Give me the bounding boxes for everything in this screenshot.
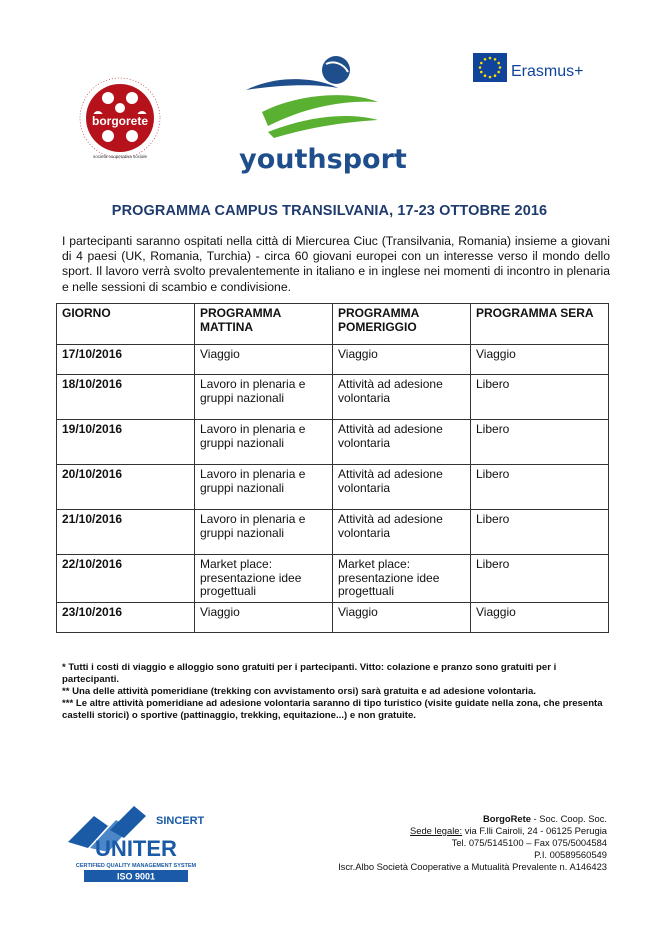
cell-afternoon: Viaggio [333,345,471,375]
footnotes [62,662,610,722]
cell-morning: Lavoro in plenaria e gruppi nazionali [195,375,333,420]
cell-afternoon: Attività ad adesione volontaria [333,510,471,555]
cell-day: 23/10/2016 [57,602,195,632]
cell-evening: Libero [471,465,609,510]
footnote-1: * Tutti i costi di viaggio e alloggio sono gratuiti per i partecipanti. Vitto: colazione e pranzo sono gratuiti per i partecipanti. [62,662,557,685]
table-header-row [57,304,609,345]
cell-day: 17/10/2016 [57,345,195,375]
program-table [56,303,609,633]
cell-morning: Lavoro in plenaria e gruppi nazionali [195,420,333,465]
erasmus-plus-text: Erasmus+ [511,63,584,80]
cell-morning: Lavoro in plenaria e gruppi nazionali [195,465,333,510]
cell-evening: Libero [471,510,609,555]
uniter-brand-text: UNITER [95,836,177,861]
cell-afternoon: Attività ad adesione volontaria [333,465,471,510]
uniter-line2-text: ISO 9001 [116,871,156,882]
table-row [57,602,609,632]
sincert-text: SINCERT [156,815,205,827]
uniter-line1-text: CERTIFIED QUALITY MANAGEMENT SYSTEM [75,863,197,869]
cell-morning: Lavoro in plenaria e gruppi nazionali [195,510,333,555]
cell-morning: Viaggio [195,602,333,632]
cell-afternoon: Viaggio [333,602,471,632]
table-row [57,420,609,465]
header-mattina: PROGRAMMA MATTINA [195,304,333,345]
cell-evening: Viaggio [471,345,609,375]
footer-company-line [287,813,607,825]
footnote-3: *** Le altre attività pomeridiane ad adesione volontaria saranno di tipo turistico (visite guidate nella zona, che presenta castelli storici) o sportive (pattinaggio, trekking, equitazione...) e non gratuite. [62,698,603,721]
borgorete-logo-text: borgorete [91,114,149,128]
header-sera: PROGRAMMA SERA [471,304,609,345]
footer-piva: P.I. 00589560549 [534,849,607,860]
cell-day: 22/10/2016 [57,555,195,603]
cell-afternoon: Attività ad adesione volontaria [333,420,471,465]
youthsport-logo [228,50,418,176]
intro-paragraph: I partecipanti saranno ospitati nella città di Miercurea Ciuc (Transilvania, Romania) insieme a giovani di 4 paesi (UK, Romania, Turchia) - circa 60 giovani europei con un interesse verso il mondo dello sport. Il lavoro verrà svolto prevalentemente in italiano e in inglese nei momenti di incontro in plenaria e nelle sessioni di scambio e condivisione. [62,234,610,294]
footer-sede-label: Sede legale: [409,825,463,836]
table-row [57,510,609,555]
header-giorno: GIORNO [57,304,195,345]
uniter-iso-logo [64,798,210,884]
footer-sede-line [287,825,607,837]
cell-day: 21/10/2016 [57,510,195,555]
footer-tel: Tel. 075/5145100 – Fax 075/5004584 [451,837,607,848]
footnote-2: ** Una delle attività pomeridiane (trekking con avvistamento orsi) sarà gratuita e ad adesione volontaria. [62,686,536,697]
cell-morning: Viaggio [195,345,333,375]
table-row [57,555,609,603]
cell-evening: Libero [471,375,609,420]
borgorete-logo-ring-text: società cooperativa sociale [92,154,148,159]
cell-morning: Market place: presentazione idee progettuali [195,555,333,603]
erasmus-plus-logo [472,52,590,86]
footer-company-name: BorgoRete [483,813,531,824]
cell-afternoon: Attività ad adesione volontaria [333,375,471,420]
cell-evening: Viaggio [471,602,609,632]
borgorete-logo [78,76,162,160]
cell-day: 18/10/2016 [57,375,195,420]
company-footer [287,813,607,873]
cell-evening: Libero [471,420,609,465]
cell-day: 20/10/2016 [57,465,195,510]
page-title: PROGRAMMA CAMPUS TRANSILVANIA, 17-23 OTTOBRE 2016 [111,203,548,219]
youthsport-logo-text: youthsport [239,144,407,175]
cell-evening: Libero [471,555,609,603]
footer-company-suffix: - Soc. Coop. Soc. [530,813,607,824]
footer-sede-value: via F.lli Cairoli, 24 - 06125 Perugia [462,825,607,836]
cell-day: 19/10/2016 [57,420,195,465]
footer-albo: Iscr.Albo Società Cooperative a Mutualità Prevalente n. A146423 [338,861,607,872]
table-row [57,465,609,510]
cell-afternoon: Market place: presentazione idee progettuali [333,555,471,603]
table-row [57,375,609,420]
table-row [57,345,609,375]
header-pomeriggio: PROGRAMMA POMERIGGIO [333,304,471,345]
